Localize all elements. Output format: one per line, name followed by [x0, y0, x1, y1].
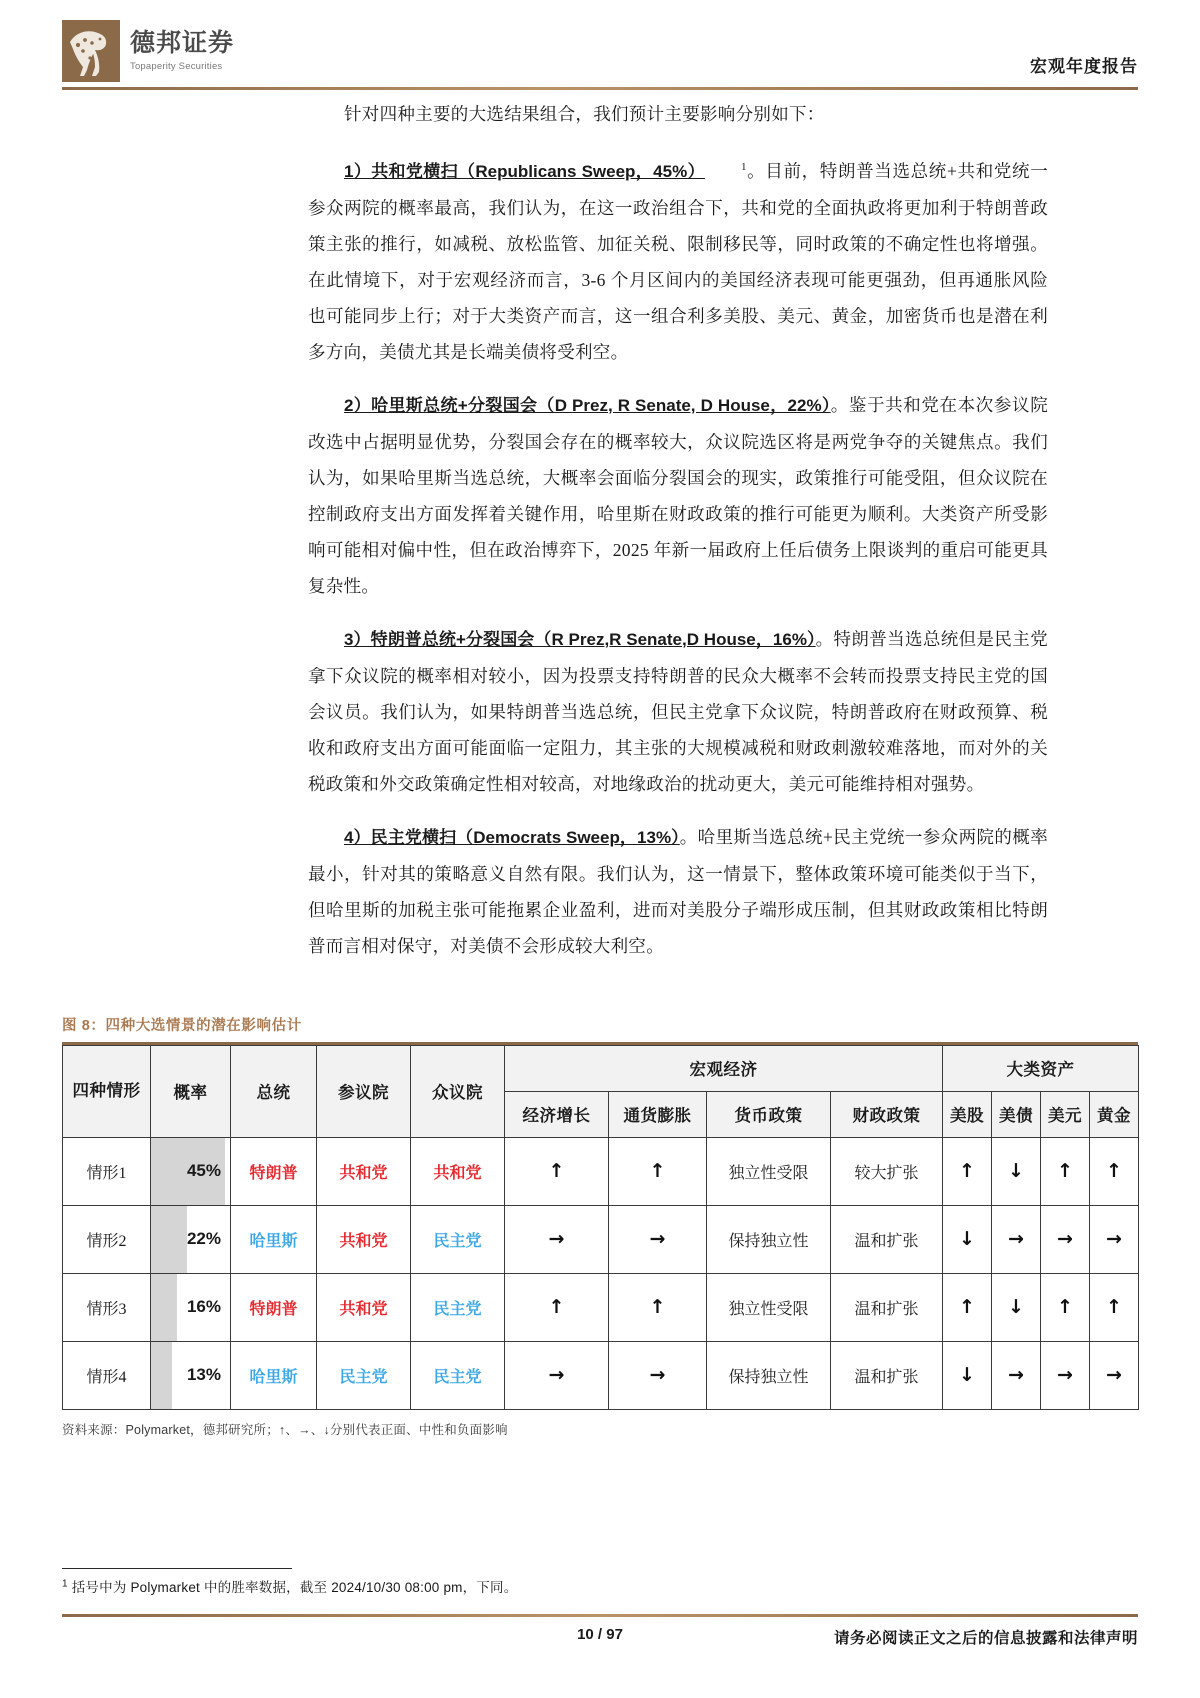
- cell-growth-value: →: [548, 1364, 565, 1386]
- cell-us-equity-value: ↓: [959, 1228, 975, 1250]
- cell-president-value: 特朗普: [249, 1300, 298, 1318]
- cell-president: [231, 1205, 317, 1273]
- footer-divider: [62, 1614, 1138, 1617]
- section-2-lead: 2）哈里斯总统+分裂国会（D Prez, R Senate, D House，22%）: [344, 395, 831, 415]
- cell-house: [411, 1205, 505, 1273]
- cell-inflation: [609, 1205, 707, 1273]
- cell-usd: [1041, 1205, 1090, 1273]
- cell-scenario: [63, 1137, 151, 1205]
- cell-gold-value: →: [1106, 1228, 1122, 1250]
- cell-president-value: 哈里斯: [249, 1368, 298, 1386]
- cell-gold-value: ↑: [1106, 1296, 1122, 1318]
- cell-us-equity-value: ↑: [959, 1296, 975, 1318]
- cell-us-bond-value: ↓: [1008, 1160, 1024, 1182]
- cell-house: [411, 1273, 505, 1341]
- cell-us-bond: [992, 1205, 1041, 1273]
- cell-growth: [505, 1341, 609, 1409]
- section-paragraph-1: [308, 149, 1048, 370]
- cell-usd-value: →: [1057, 1228, 1073, 1250]
- th-us-equity: 美股: [943, 1091, 992, 1137]
- report-type-label: 宏观年度报告: [1030, 57, 1138, 76]
- cell-us-bond-value: ↓: [1008, 1296, 1024, 1318]
- cell-scenario-value: 情形2: [86, 1232, 127, 1250]
- cell-us-equity: [943, 1205, 992, 1273]
- page-number: 10 / 97: [577, 1626, 623, 1643]
- cell-inflation-value: →: [649, 1228, 666, 1250]
- th-house: 众议院: [411, 1045, 505, 1137]
- cell-monetary-policy: [707, 1273, 831, 1341]
- cell-usd: [1041, 1341, 1090, 1409]
- cell-inflation-value: ↑: [649, 1296, 666, 1318]
- table-row: [63, 1273, 1139, 1341]
- cell-inflation: [609, 1341, 707, 1409]
- cell-scenario: [63, 1273, 151, 1341]
- cell-us-equity-value: ↓: [959, 1364, 975, 1386]
- cell-gold-value: →: [1106, 1364, 1122, 1386]
- section-paragraph-3: [308, 621, 1048, 802]
- cell-gold-value: ↑: [1106, 1160, 1122, 1182]
- section-3-text: 。特朗普当选总统但是民主党拿下众议院的概率相对较小，因为投票支持特朗普的民众大概率不会转而投票支持民主党的国会议员。我们认为，如果特朗普当选总统，但民主党拿下众议院，特朗普政府在财政预算、税收和政府支出方面可能面临一定阻力，其主张的大规模减税和财政刺激较难落地，而对外的关税政策和外交政策确定性相对较高，对地缘政治的扰动更大，美元可能维持相对强势。: [308, 628, 1048, 794]
- company-logo: [62, 20, 234, 82]
- cell-probability: [151, 1205, 231, 1273]
- probability-value: 13%: [186, 1365, 221, 1384]
- th-probability: 概率: [151, 1045, 231, 1137]
- cell-senate-value: 共和党: [339, 1300, 388, 1318]
- logo-company-name-en: Topaperity Securities: [130, 60, 223, 72]
- cell-growth: [505, 1205, 609, 1273]
- section-4-lead: 4）民主党横扫（Democrats Sweep，13%）: [344, 827, 680, 847]
- figure-source-note: 资料来源：Polymarket，德邦研究所；↑、→、↓分别代表正面、中性和负面影响: [62, 1422, 508, 1437]
- table-row: [63, 1205, 1139, 1273]
- cell-us-bond: [992, 1341, 1041, 1409]
- cell-president: [231, 1273, 317, 1341]
- cell-house: [411, 1341, 505, 1409]
- cell-scenario: [63, 1341, 151, 1409]
- footer-disclaimer: 请务必阅读正文之后的信息披露和法律声明: [833, 1630, 1138, 1647]
- cell-monetary-policy-value: 独立性受限: [728, 1164, 809, 1182]
- cell-gold: [1090, 1273, 1139, 1341]
- figure-8-block: [62, 1014, 1138, 1438]
- section-1-lead: 1）共和党横扫（Republicans Sweep，45%）: [344, 161, 705, 181]
- cell-inflation: [609, 1137, 707, 1205]
- cell-growth: [505, 1137, 609, 1205]
- cell-scenario-value: 情形1: [86, 1164, 127, 1182]
- cell-senate: [317, 1137, 411, 1205]
- cell-senate-value: 共和党: [339, 1232, 388, 1250]
- cell-probability: [151, 1273, 231, 1341]
- cell-growth: [505, 1273, 609, 1341]
- document-body: [308, 96, 1048, 981]
- cell-monetary-policy: [707, 1341, 831, 1409]
- footnote-separator: [62, 1568, 292, 1569]
- cell-us-bond: [992, 1137, 1041, 1205]
- probability-value: 16%: [186, 1297, 221, 1316]
- th-us-bond: 美债: [992, 1091, 1041, 1137]
- impact-table: [62, 1045, 1139, 1410]
- section-3-lead: 3）特朗普总统+分裂国会（R Prez,R Senate,D House，16%）: [344, 629, 816, 649]
- cell-us-equity: [943, 1341, 992, 1409]
- cell-monetary-policy-value: 保持独立性: [728, 1232, 809, 1250]
- cell-us-bond-value: →: [1008, 1364, 1024, 1386]
- cell-president: [231, 1137, 317, 1205]
- section-1-text: 。目前，特朗普当选总统+共和党统一参众两院的概率最高，我们认为，在这一政治组合下，共和党的全面执政将更加利于特朗普政策主张的推行，如减税、放松监管、加征关税、限制移民等，同时政策的不确定性也将增强。在此情境下，对于宏观经济而言，3-6 个月区间内的美国经济表现可能更强劲，但再通胀风险也可能同步上行；对于大类资产而言，这一组合利多美股、美元、黄金，加密货币也是潜在利多方向，美债尤其是长端美债将受利空。: [308, 160, 1048, 362]
- cell-fiscal-policy: [831, 1341, 943, 1409]
- cell-fiscal-policy-value: 温和扩张: [854, 1368, 919, 1386]
- section-2-text: 。鉴于共和党在本次参议院改选中占据明显优势，分裂国会存在的概率较大，众议院选区将是两党争夺的关键焦点。我们认为，如果哈里斯当选总统，大概率会面临分裂国会的现实，政策推行可能受阻，但众议院在控制政府支出方面发挥着关键作用，哈里斯在财政政策的推行可能更为顺利。大类资产所受影响可能相对偏中性，但在政治博弈下，2025 年新一届政府上任后债务上限谈判的重启可能更具复杂性。: [308, 394, 1048, 596]
- cell-monetary-policy: [707, 1205, 831, 1273]
- cell-usd: [1041, 1273, 1090, 1341]
- cell-senate: [317, 1205, 411, 1273]
- cell-senate: [317, 1341, 411, 1409]
- cell-house-value: 民主党: [433, 1300, 482, 1318]
- intro-paragraph: 针对四种主要的大选结果组合，我们预计主要影响分别如下：: [344, 104, 825, 124]
- footnote-text: 括号中为 Polymarket 中的胜率数据，截至 2024/10/30 08:00 pm，下同。: [71, 1580, 518, 1595]
- cell-usd-value: ↑: [1057, 1296, 1073, 1318]
- section-paragraph-2: [308, 387, 1048, 604]
- section-4-text: 。哈里斯当选总统+民主党统一参众两院的概率最小，针对其的策略意义自然有限。我们认为，这一情景下，整体政策环境可能类似于当下，但哈里斯的加税主张可能拖累企业盈利，进而对美股分子端形成压制，但其财政政策相比特朗普而言相对保守，对美债不会形成较大利空。: [308, 826, 1048, 956]
- cell-president: [231, 1341, 317, 1409]
- cell-house-value: 民主党: [433, 1232, 482, 1250]
- cell-monetary-policy-value: 保持独立性: [728, 1368, 809, 1386]
- cell-probability: [151, 1341, 231, 1409]
- cell-gold: [1090, 1137, 1139, 1205]
- probability-value: 22%: [186, 1229, 221, 1248]
- th-monetary-policy: 货币政策: [707, 1091, 831, 1137]
- cell-growth-value: ↑: [548, 1296, 565, 1318]
- table-row: [63, 1137, 1139, 1205]
- cell-inflation: [609, 1273, 707, 1341]
- cell-probability: [151, 1137, 231, 1205]
- cell-fiscal-policy: [831, 1273, 943, 1341]
- th-inflation: 通货膨胀: [609, 1091, 707, 1137]
- probability-value: 45%: [186, 1161, 221, 1180]
- cell-inflation-value: →: [649, 1364, 666, 1386]
- cell-inflation-value: ↑: [649, 1160, 666, 1182]
- cell-senate: [317, 1273, 411, 1341]
- cell-house-value: 共和党: [433, 1164, 482, 1182]
- leopard-logo-icon: [62, 20, 120, 82]
- cell-scenario-value: 情形4: [86, 1368, 127, 1386]
- cell-house-value: 民主党: [433, 1368, 482, 1386]
- cell-us-bond: [992, 1273, 1041, 1341]
- header-divider: [62, 87, 1138, 90]
- section-paragraph-4: [308, 819, 1048, 964]
- cell-monetary-policy: [707, 1137, 831, 1205]
- cell-senate-value: 民主党: [339, 1368, 388, 1386]
- th-gold: 黄金: [1090, 1091, 1139, 1137]
- cell-growth-value: →: [548, 1228, 565, 1250]
- cell-monetary-policy-value: 独立性受限: [728, 1300, 809, 1318]
- cell-usd: [1041, 1137, 1090, 1205]
- th-group-macro: 宏观经济: [505, 1045, 943, 1091]
- cell-gold: [1090, 1205, 1139, 1273]
- cell-fiscal-policy-value: 较大扩张: [854, 1164, 919, 1182]
- th-president: 总统: [231, 1045, 317, 1137]
- cell-president-value: 哈里斯: [249, 1232, 298, 1250]
- cell-growth-value: ↑: [548, 1160, 565, 1182]
- cell-us-equity: [943, 1137, 992, 1205]
- cell-us-equity-value: ↑: [959, 1160, 975, 1182]
- table-header-row-1: [63, 1045, 1139, 1091]
- cell-us-bond-value: →: [1008, 1228, 1024, 1250]
- th-growth: 经济增长: [505, 1091, 609, 1137]
- cell-fiscal-policy: [831, 1205, 943, 1273]
- cell-us-equity: [943, 1273, 992, 1341]
- footnote-number: 1: [62, 1578, 68, 1590]
- cell-fiscal-policy-value: 温和扩张: [854, 1232, 919, 1250]
- th-scenario: [63, 1045, 151, 1137]
- th-senate: 参议院: [317, 1045, 411, 1137]
- cell-usd-value: →: [1057, 1364, 1073, 1386]
- th-usd: 美元: [1041, 1091, 1090, 1137]
- figure-caption: 图 8：四种大选情景的潜在影响估计: [62, 1018, 302, 1034]
- cell-house: [411, 1137, 505, 1205]
- cell-fiscal-policy: [831, 1137, 943, 1205]
- cell-scenario-value: 情形3: [86, 1300, 127, 1318]
- cell-president-value: 特朗普: [249, 1164, 298, 1182]
- page-footnote: [62, 1576, 1138, 1596]
- th-group-assets: 大类资产: [943, 1045, 1139, 1091]
- impact-table-body: [63, 1137, 1139, 1409]
- page-header: [0, 0, 1200, 92]
- table-row: [63, 1341, 1139, 1409]
- cell-usd-value: ↑: [1057, 1160, 1073, 1182]
- cell-gold: [1090, 1341, 1139, 1409]
- cell-fiscal-policy-value: 温和扩张: [854, 1300, 919, 1318]
- th-fiscal-policy: 财政政策: [831, 1091, 943, 1137]
- logo-company-name-cn: 德邦证券: [130, 29, 235, 58]
- footnote-marker-1: 1: [740, 161, 747, 173]
- cell-senate-value: 共和党: [339, 1164, 388, 1182]
- th-scenario-label: 四种情形: [72, 1081, 141, 1100]
- cell-scenario: [63, 1205, 151, 1273]
